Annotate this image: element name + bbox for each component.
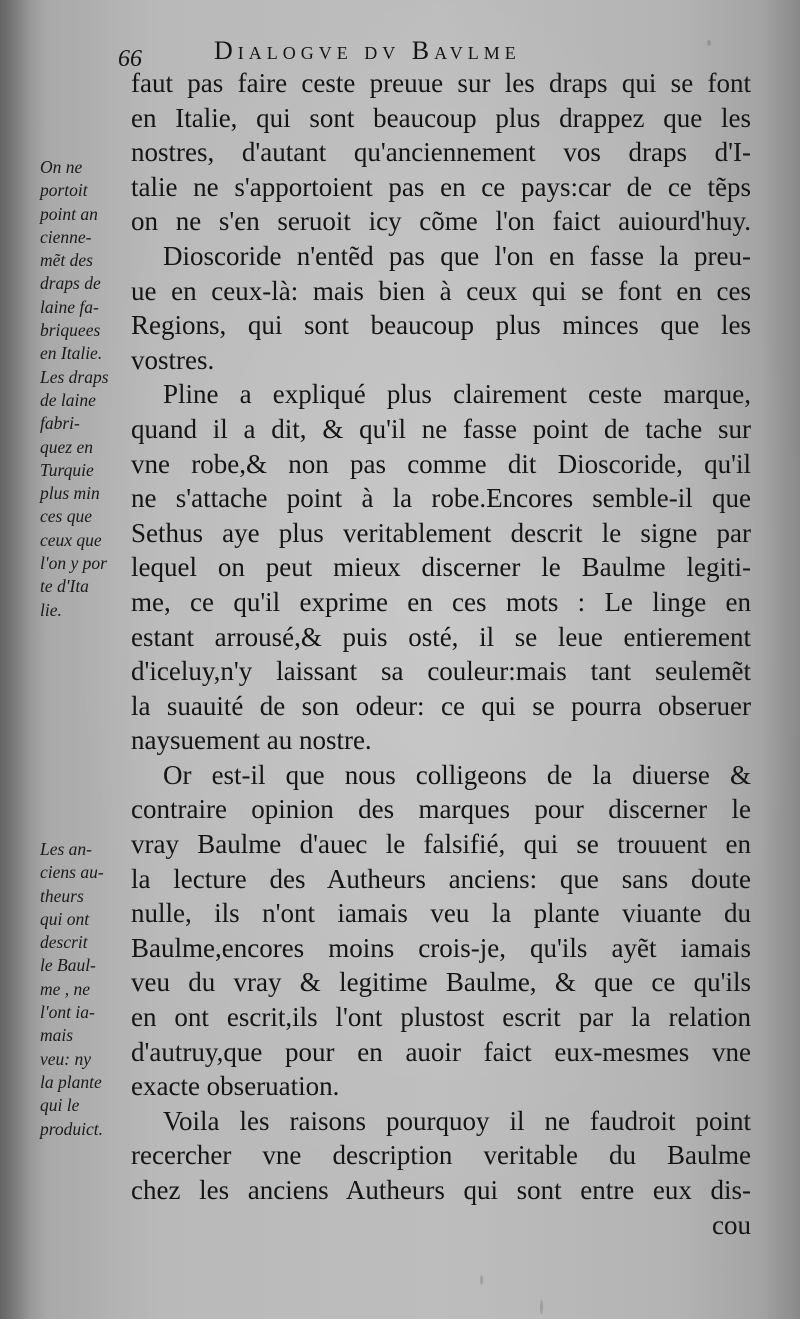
text-line: quand il a dit, & qu'il ne fasse point de tache sur — [131, 413, 751, 444]
text-line: Regions, qui sont beaucoup plus minces que les — [131, 310, 751, 341]
text-line: Sethus aye plus veritablement descrit le signe par — [131, 517, 751, 548]
margin-note-line: fabri- — [40, 413, 80, 434]
text-line: la lecture des Autheurs anciens: que sans doute — [131, 863, 751, 894]
text-line: nostres, d'autant qu'anciennement vos draps d'I- — [131, 137, 751, 168]
margin-note-line: veu: ny — [40, 1048, 92, 1069]
margin-note-line: produict. — [40, 1118, 104, 1139]
text-line: nulle, ils n'ont iamais veu la plante viuante du — [131, 898, 751, 929]
margin-note-line: laine fa- — [40, 296, 99, 317]
text-line: Baulme,encores moins crois-je, qu'ils ayẽt iamais — [131, 932, 751, 963]
text-line: on ne s'en seruoit icy cõme l'on faict auiourd'huy. — [131, 206, 751, 237]
text-line: talie ne s'apportoient pas en ce pays:car de ce tẽps — [131, 171, 751, 202]
margin-note-line: me , ne — [40, 978, 91, 999]
text-line: ne s'attache point à la robe.Encores semble-il que — [131, 483, 751, 514]
margin-note-line: ces que — [40, 506, 92, 527]
running-title: Dialogve dv Bavlme — [214, 36, 521, 65]
page-number: 66 — [118, 46, 142, 72]
text-line: exacte obseruation. — [131, 1071, 340, 1102]
margin-note-line: mais — [40, 1025, 74, 1046]
margin-note-ancient-authors — [40, 838, 134, 1141]
margin-note-line: plus min — [40, 483, 100, 504]
margin-note-line: ciens au- — [40, 862, 104, 883]
margin-note-line: mẽt des — [40, 250, 93, 271]
main-text-block — [131, 66, 751, 1242]
margin-note-line: en Italie. — [40, 343, 103, 364]
text-line: Or est-il que nous colligeons de la diuerse & — [163, 759, 751, 790]
margin-note-line: l'ont ia- — [40, 1002, 95, 1023]
text-line: d'autruy,que pour en auoir faict eux-mesmes vne — [131, 1036, 751, 1067]
text-line: Pline a expliqué plus clairement ceste marque, — [163, 379, 751, 410]
text-line: chez les anciens Autheurs qui sont entre eux dis- — [131, 1175, 751, 1205]
margin-note-line: briquees — [40, 320, 101, 341]
text-line: vray Baulme d'auec le falsifié, qui se trouuent en — [131, 829, 751, 860]
page-edge-shadow — [760, 0, 800, 1319]
gutter-shadow — [0, 0, 30, 1319]
margin-note-line: la plante — [40, 1071, 102, 1092]
margin-note-line: draps de — [40, 273, 101, 294]
text-line: cou — [712, 1209, 751, 1240]
text-line: recercher vne description veritable du Baulme — [131, 1140, 751, 1171]
margin-note-line: Les an- — [40, 839, 93, 859]
text-line: veu du vray & legitime Baulme, & que ce qu'ils — [131, 967, 751, 998]
text-line: contraire opinion des marques pour discerner le — [131, 794, 751, 825]
margin-note-line: l'on y por — [40, 553, 107, 574]
text-line: naysuement au nostre. — [131, 725, 372, 756]
margin-note-line: ceux que — [40, 529, 102, 550]
text-line: Voila les raisons pourquoy il ne faudroit point — [163, 1105, 751, 1136]
text-line: lequel on peut mieux discerner le Baulme legiti- — [131, 552, 751, 583]
margin-note-line: de laine — [40, 389, 96, 410]
text-line: faut pas faire ceste preuue sur les draps qui se font — [131, 68, 751, 98]
text-line: Dioscoride n'entẽd pas que l'on en fasse la preu- — [163, 240, 751, 271]
margin-note-line: point an — [40, 203, 98, 224]
text-line: ue en ceux-là: mais bien à ceux qui se font en ces — [131, 275, 751, 306]
margin-note-drapery — [40, 156, 134, 622]
paper-blemish — [480, 1275, 483, 1285]
text-line: en Italie, qui sont beaucoup plus drappez que les — [131, 102, 751, 133]
margin-note-line: le Baul- — [40, 955, 96, 976]
margin-note-line: qui ont — [40, 908, 90, 929]
text-line: en ont escrit,ils l'ont plustost escrit par la relation — [131, 1002, 751, 1033]
paper-blemish — [707, 40, 711, 46]
margin-note-line: portoit — [40, 180, 88, 201]
margin-note-line: quez en — [40, 436, 93, 457]
margin-note-line: On ne — [40, 157, 83, 177]
margin-note-line: qui le — [40, 1095, 80, 1116]
margin-note-line: cienne- — [40, 226, 92, 247]
text-line: d'iceluy,n'y laissant sa couleur:mais tant seulemẽt — [131, 656, 751, 687]
paper-blemish — [540, 1300, 543, 1314]
margin-note-line: Les draps — [40, 366, 109, 387]
margin-note-line: Turquie — [40, 459, 94, 480]
margin-note-line: descrit — [40, 932, 88, 953]
text-line: vne robe,& non pas comme dit Dioscoride, qu'il — [131, 448, 751, 479]
margin-note-line: lie. — [40, 599, 62, 620]
text-line: me, ce qu'il exprime en ces mots : Le linge en — [131, 586, 751, 617]
margin-note-line: theurs — [40, 885, 84, 906]
text-line: la suauité de son odeur: ce qui se pourra obseruer — [131, 690, 751, 721]
text-line: vostres. — [131, 344, 215, 375]
text-line: estant arrousé,& puis osté, il se leue entierement — [131, 621, 751, 652]
margin-note-line: te d'Ita — [40, 576, 89, 597]
